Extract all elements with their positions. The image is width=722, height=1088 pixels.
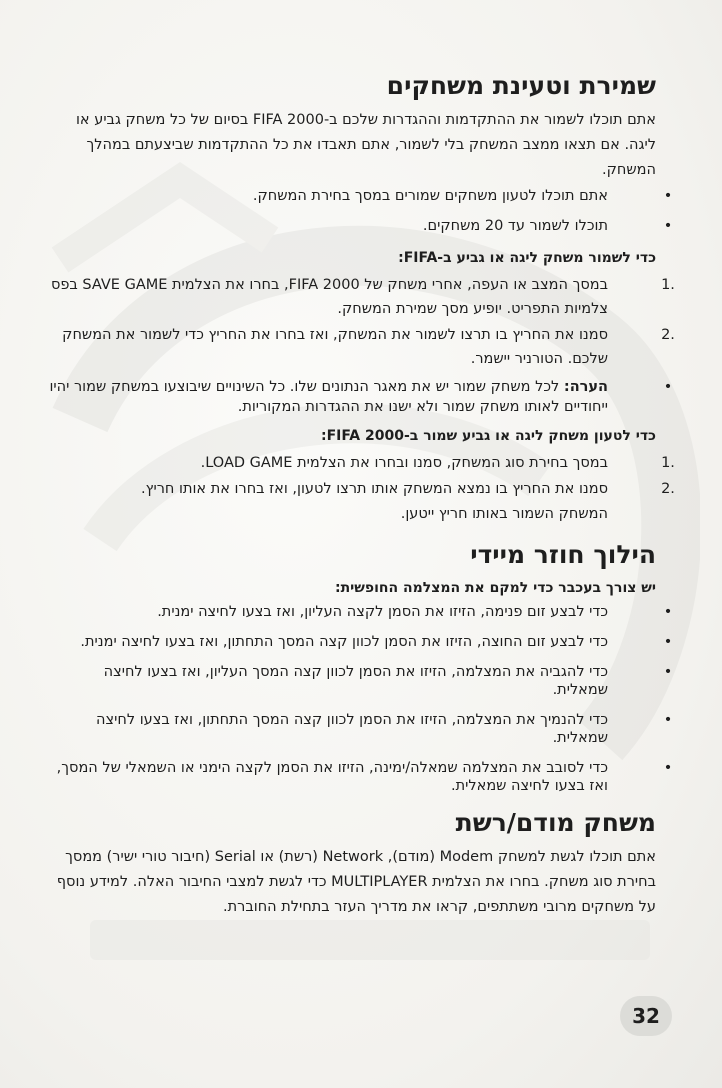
bullet-icon: • xyxy=(663,664,673,680)
list-item: 2. סמנו את החריץ בו נמצא המשחק אותו תרצו לטעון, ואז בחרו את אותו חריץ. xyxy=(44,477,656,501)
step-number: 2. xyxy=(661,481,675,497)
save-load-intro: אתם תוכלו לשמור את ההתקדמות וההגדרות שלכם ב-FIFA 2000 בסיום של כל משחק גביע או ליגה. אם תצאו ממצב המשחק בלי לשמור, אתם תאבדו את כל ההתקדמות שביצעתם במהלך המשחק. xyxy=(75,112,656,178)
save-load-bullet-list xyxy=(44,187,673,235)
list-item: • כדי להגביה את המצלמה, הזיזו את הסמן לכוון קצה המסך העליון, ואז בצעו לחיצה שמאלית. xyxy=(103,664,673,698)
bullet-icon: • xyxy=(663,379,673,395)
load-steps-list xyxy=(44,451,675,501)
bullet-icon: • xyxy=(663,218,673,234)
instant-replay-heading: הילוך חוזר מיידי xyxy=(470,540,656,569)
modem-network-heading: משחק מודם/רשת xyxy=(455,808,656,837)
list-item: 1. במסך בחירת סוג המשחק, סמנו ובחרו את הצלמית LOAD GAME. xyxy=(44,451,656,475)
list-item: • כדי להנמיך את המצלמה, הזיזו את הסמן לכוון קצה המסך התחתון, ואז בצעו לחיצה שמאלית. xyxy=(96,712,673,746)
list-item: • תוכלו לשמור עד 20 משחקים. xyxy=(422,218,673,234)
list-item: • כדי לבצע זום החוצה, הזיזו את הסמן לכוון קצה המסך התחתון, ואז בצעו לחיצה ימנית. xyxy=(80,634,673,650)
load-subheading: כדי לטעון משחק ליגה או גביע שמור ב-FIFA 2000: xyxy=(320,428,656,444)
step-number: 2. xyxy=(661,327,675,343)
modem-network-text: אתם תוכלו לגשת למשחק Modem (מודם), Network (רשת) או Serial (חיבור טורי ישיר) ממסך בחירת סוג משחק. בחרו את הצלמית MULTIPLAYER כדי לגשת למצבי החיבור האלה. למידע נוסף על משחקים מרובי משתתפים, קראו את מדריך העזר בתחילת החוברת. xyxy=(56,849,656,915)
bullet-icon: • xyxy=(663,760,673,776)
list-item: • כדי לבצע זום פנימה, הזיזו את הסמן לקצה העליון, ואז בצעו לחיצה ימנית. xyxy=(157,604,673,620)
note-label: הערה: xyxy=(563,379,608,395)
bullet-icon: • xyxy=(663,188,673,204)
bullet-icon: • xyxy=(663,712,673,728)
save-note xyxy=(44,377,673,417)
step-number: 1. xyxy=(661,455,675,471)
list-item: • כדי לסובב את המצלמה שמאלה/ימינה, הזיזו את הסמן לקצה הימני או השמאלי של המסך, ואז בצעו לחיצה שמאלית. xyxy=(56,760,673,794)
save-load-heading: שמירת וטעינת משחקים xyxy=(386,71,656,100)
list-item: 2. סמנו את החריץ בו תרצו לשמור את המשחק, ואז בחרו את החריץ כדי לשמור את המשחק שלכם. הטורניר יישמר. xyxy=(44,323,656,371)
camera-subheading: יש צורך בעכבר כדי למקם את המצלמה החופשית: xyxy=(334,580,656,596)
main-content xyxy=(44,70,675,920)
list-item: 1. במסך המצב או העפה, אחרי משחק של FIFA 2000, בחרו את הצלמית SAVE GAME בפס צלמיות התפריט. יופיע מסך שמירת המשחק. xyxy=(44,273,656,321)
load-result-text: המשחק השמור באותו חריץ ייטען. xyxy=(400,506,608,522)
bullet-icon: • xyxy=(663,634,673,650)
list-item: • אתם תוכלו לטעון משחקים שמורים במסך בחירת המשחק. xyxy=(252,188,673,204)
save-subheading: כדי לשמור משחק ליגה או גביע ב-FIFA: xyxy=(398,250,656,266)
save-steps-list xyxy=(44,273,675,371)
camera-bullet-list xyxy=(44,603,673,795)
step-number: 1. xyxy=(661,277,675,293)
page-number: 32 xyxy=(620,996,672,1036)
note-text: לכל משחק שמור יש את מאגר הנתונים שלו. כל השינויים שיבוצעו במשחק שמור יהיו ייחודיים לאותו משחק שמור ולא ישנו את ההגדרות המקוריות. xyxy=(49,379,608,415)
bullet-icon: • xyxy=(663,604,673,620)
